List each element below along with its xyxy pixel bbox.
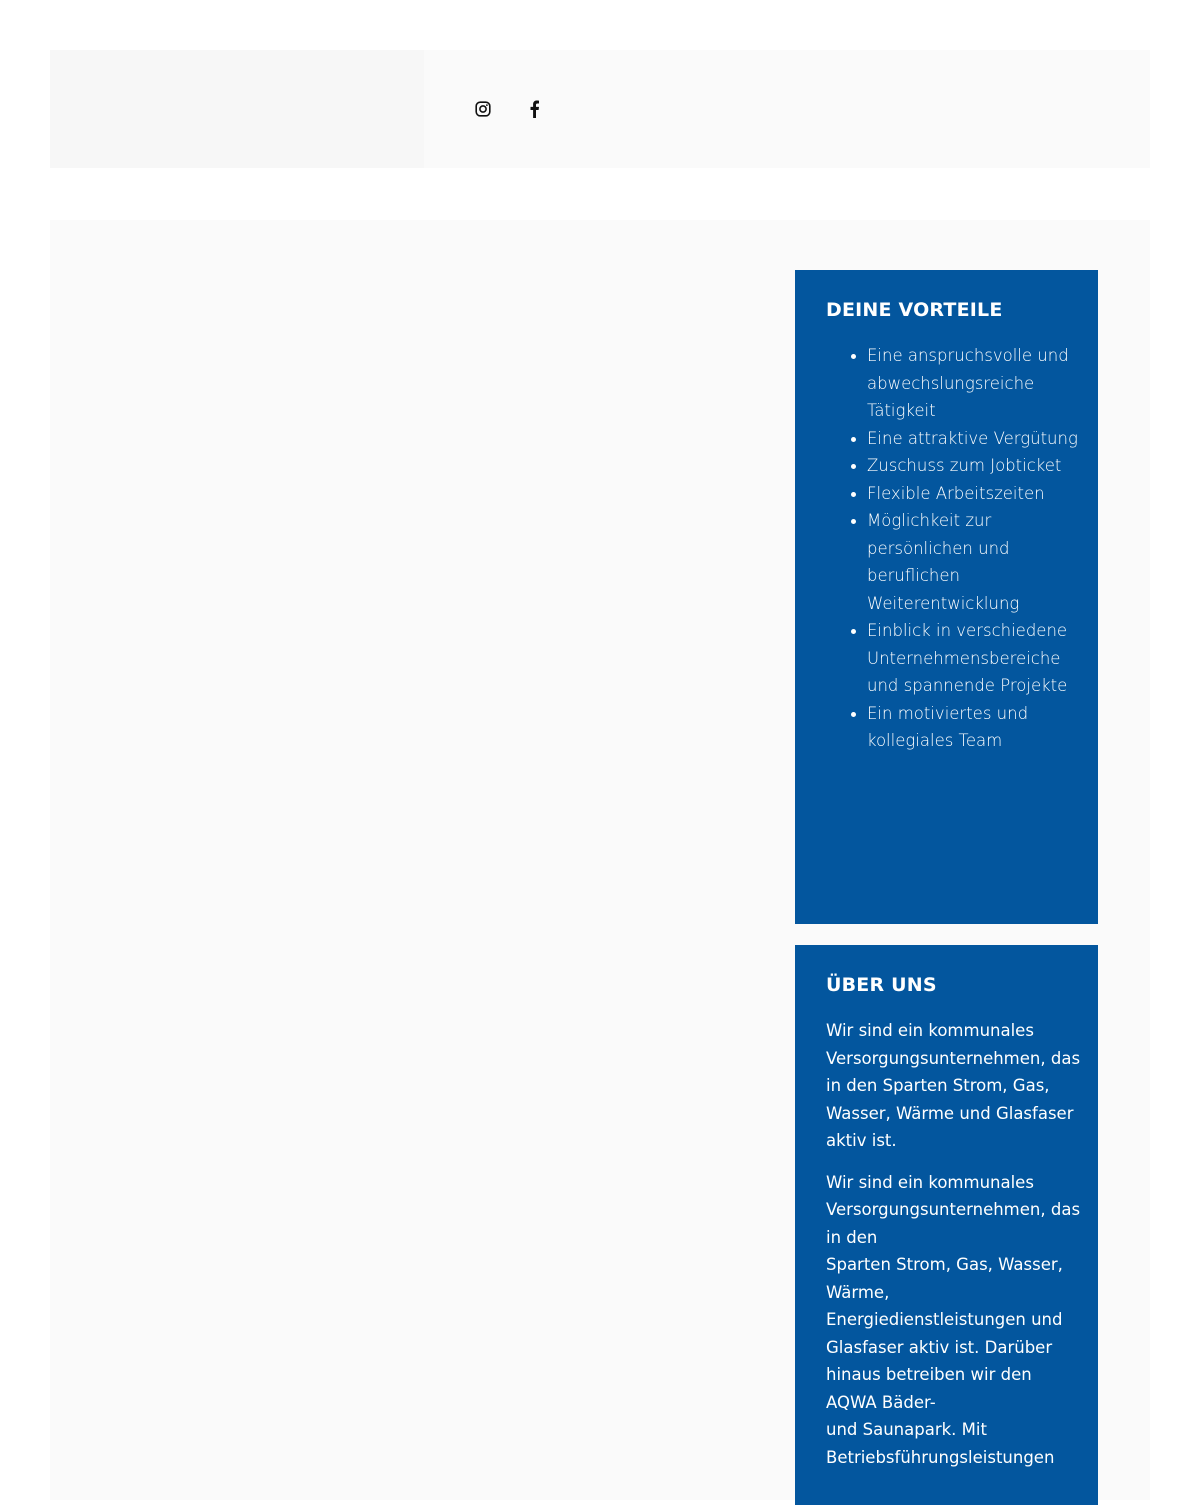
benefit-item: Zuschuss zum Jobticket — [850, 452, 1085, 480]
benefit-item: Einblick in verschiedene Unternehmensbereiche und spannende Projekte — [850, 617, 1085, 700]
advantages-title: DEINE VORTEILE — [826, 299, 1003, 321]
facebook-icon — [528, 100, 540, 118]
about-paragraph: Wir sind ein kommunales Versorgungsunternehmen, das in den Sparten Strom, Gas, Wasser, Wärme und Glasfaser aktiv ist. — [826, 1021, 1081, 1150]
advantages-card — [795, 270, 1098, 924]
benefit-item: Eine attraktive Vergütung — [850, 425, 1085, 453]
benefit-item: Flexible Arbeitszeiten — [850, 480, 1085, 508]
facebook-link[interactable] — [524, 99, 544, 119]
about-card — [795, 945, 1098, 1505]
logo-area — [50, 50, 424, 168]
main-content — [50, 220, 1150, 1500]
instagram-link[interactable] — [473, 99, 493, 119]
benefit-item: Eine anspruchsvolle und abwechslungsreiche Tätigkeit — [850, 342, 1085, 425]
benefit-item: Ein motiviertes und kollegiales Team — [850, 700, 1085, 755]
about-paragraph: Wir sind ein kommunales Versorgungsunternehmen, das in den Sparten Strom, Gas, Wasser, Wärme, Energiedienstleistungen und Glasfaser aktiv ist. Darüber hinaus betreiben wir den AQWA Bäder- und Saunapark. Mit Betriebsführungsleistungen — [826, 1172, 1081, 1467]
advantages-list — [826, 342, 1085, 755]
instagram-icon — [475, 101, 491, 117]
site-header — [50, 50, 1150, 168]
benefit-item: Möglichkeit zur persönlichen und beruflichen Weiterentwicklung — [850, 507, 1085, 617]
about-title: ÜBER UNS — [826, 974, 937, 996]
